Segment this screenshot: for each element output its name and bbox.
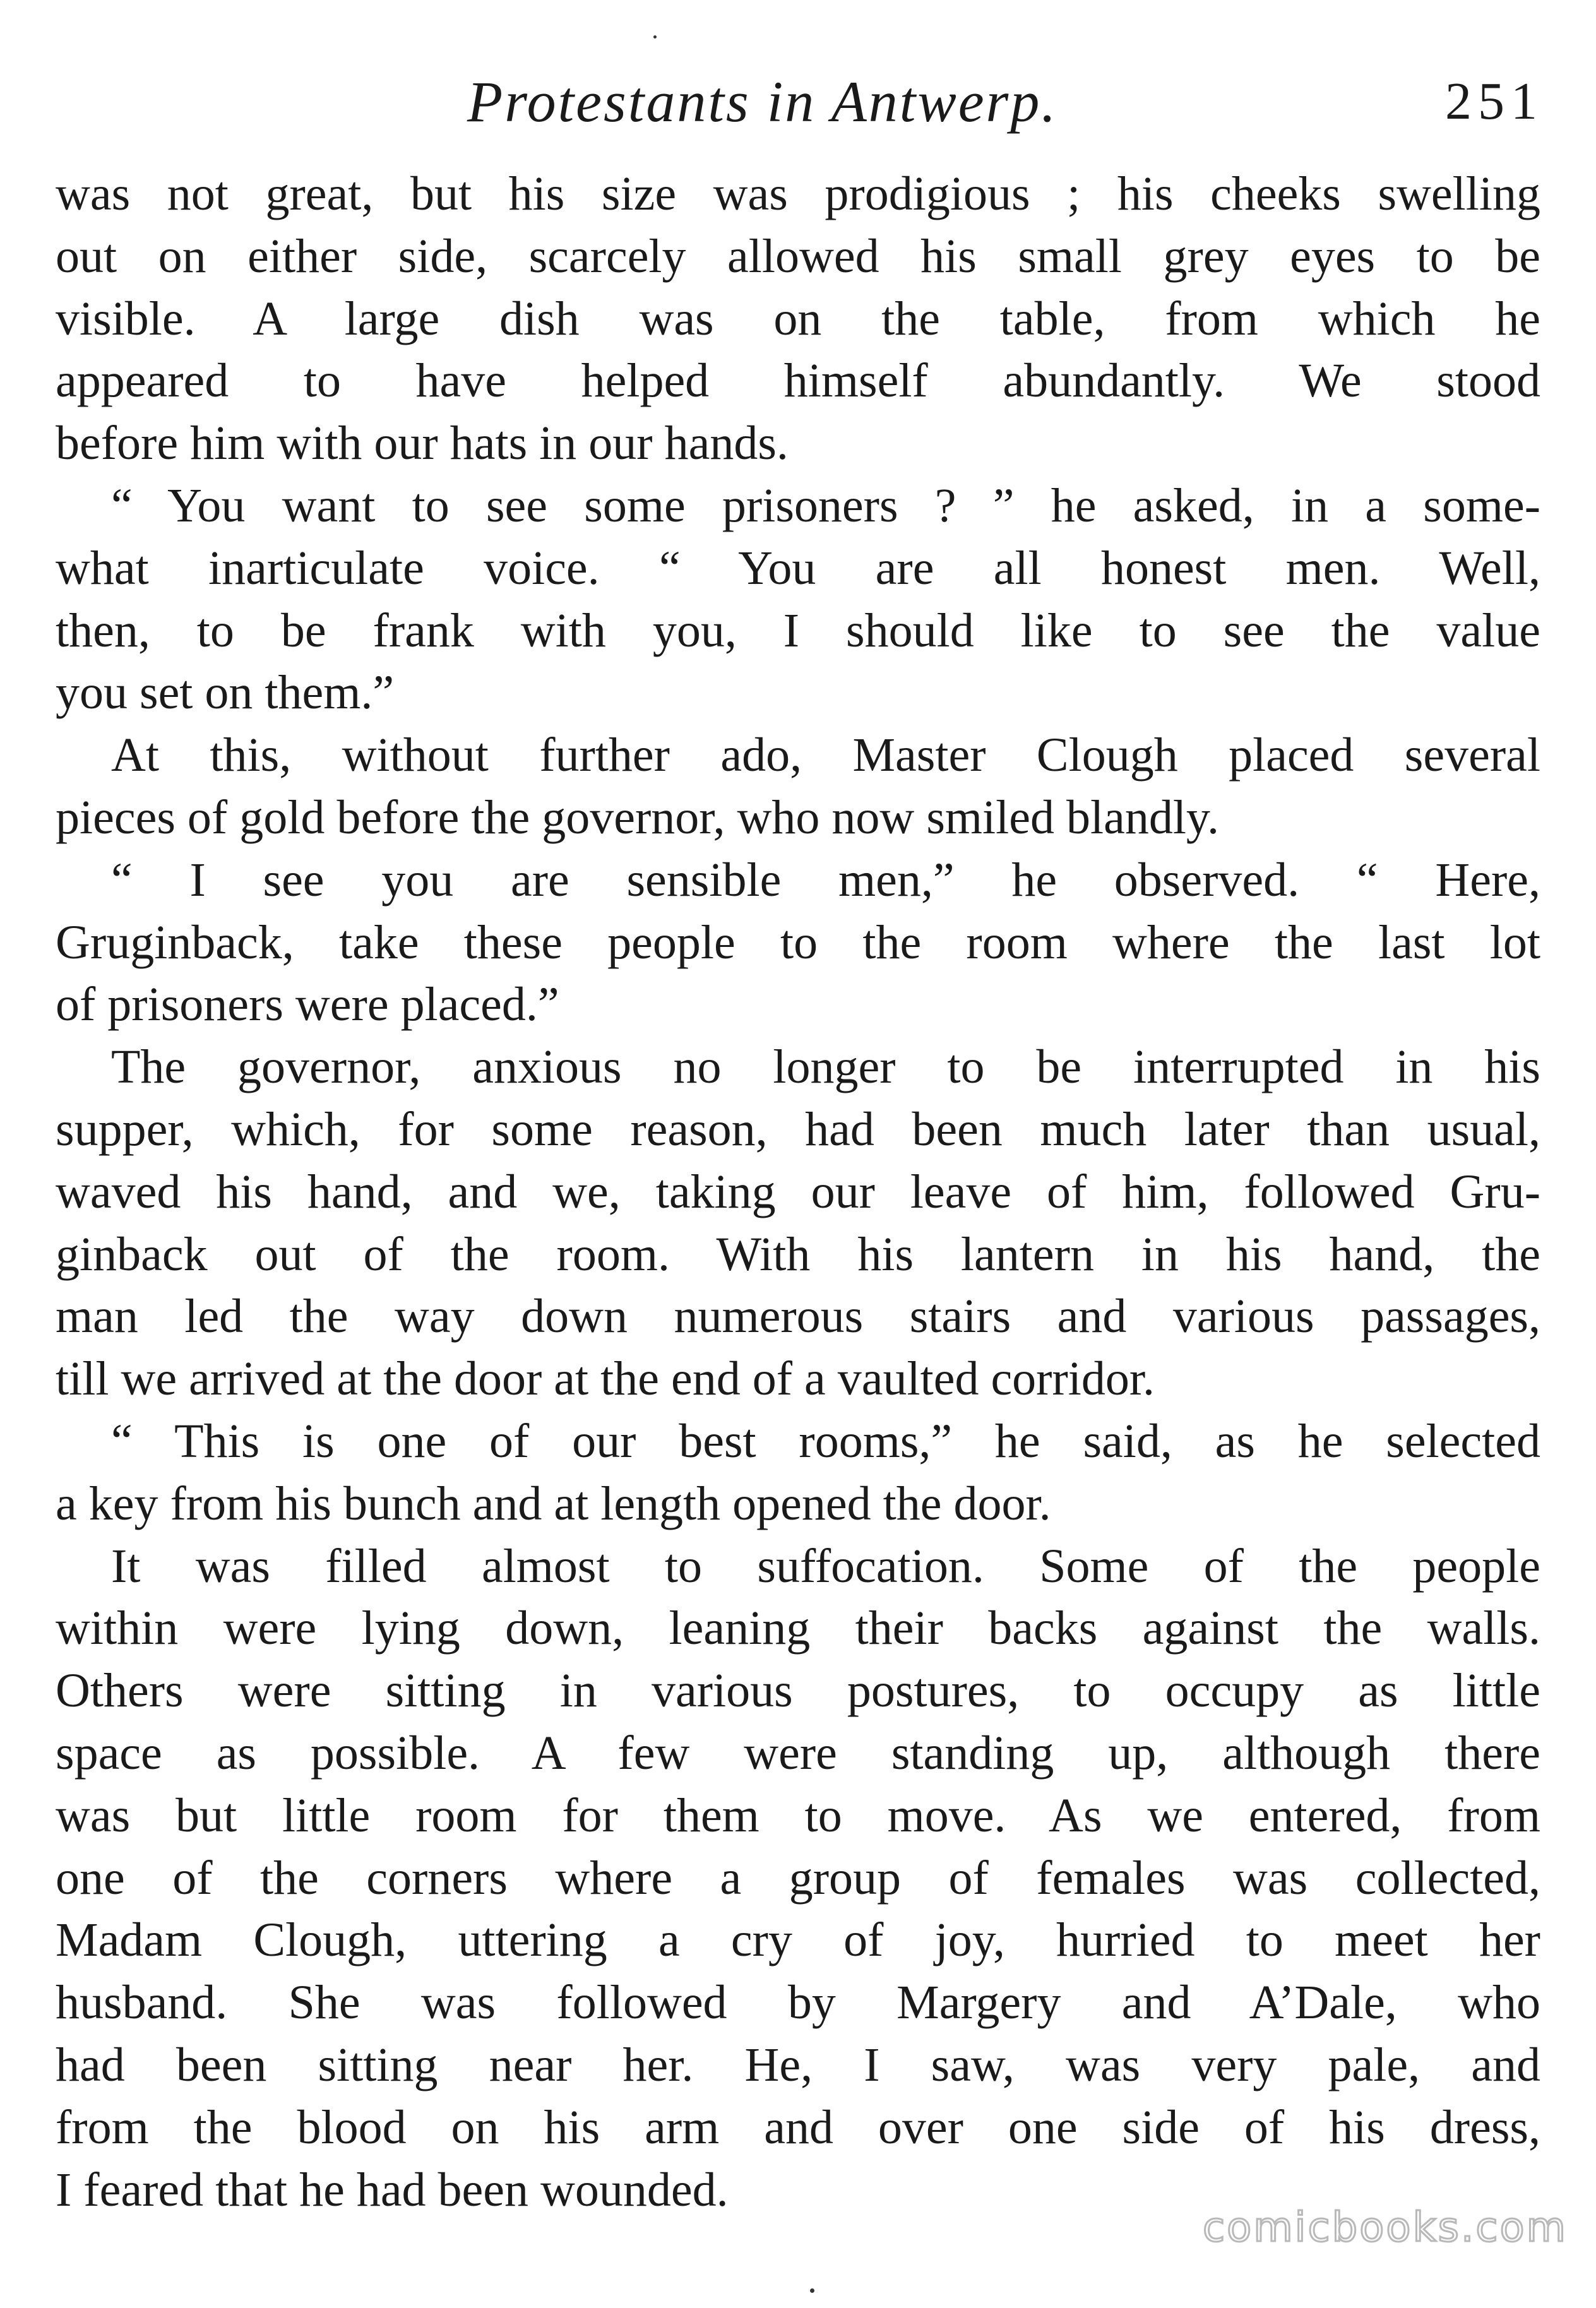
- text-line: I feared that he had been wounded.: [56, 2163, 729, 2216]
- text-line: waved his hand, and we, taking our leave of him, followed Gru-: [56, 1165, 1540, 1218]
- text-line: Madam Clough, uttering a cry of joy, hurried to meet her: [56, 1913, 1540, 1967]
- ink-speck: [653, 35, 657, 39]
- text-line: one of the corners where a group of females was collected,: [56, 1851, 1540, 1905]
- text-line: It was filled almost to suffocation. Some of the people: [111, 1539, 1540, 1593]
- text-line: “ I see you are sensible men,” he observed. “ Here,: [111, 853, 1540, 907]
- text-line: ginback out of the room. With his lantern in his hand, the: [56, 1227, 1540, 1281]
- body-text: [56, 163, 1540, 2221]
- text-line: pieces of gold before the governor, who now smiled blandly.: [56, 790, 1219, 844]
- text-line: of prisoners were placed.”: [56, 978, 559, 1032]
- text-line: Others were sitting in various postures, to occupy as little: [56, 1664, 1540, 1718]
- text-line: what inarticulate voice. “ You are all honest men. Well,: [56, 541, 1540, 595]
- text-line: within were lying down, leaning their backs against the walls.: [56, 1602, 1540, 1655]
- page-header: [54, 61, 1544, 143]
- text-line: then, to be frank with you, I should like to see the value: [56, 604, 1540, 657]
- text-line: was not great, but his size was prodigious ; his cheeks swelling: [56, 167, 1540, 220]
- text-line: was but little room for them to move. As we entered, from: [56, 1788, 1540, 1842]
- text-line: “ This is one of our best rooms,” he said, as he selected: [111, 1414, 1540, 1468]
- text-line: “ You want to see some prisoners ? ” he asked, in a some-: [111, 479, 1540, 532]
- text-line: At this, without further ado, Master Clough placed several: [111, 729, 1540, 782]
- text-line: appeared to have helped himself abundantly. We stood: [56, 354, 1540, 408]
- text-line: Gruginback, take these people to the room where the last lot: [56, 915, 1540, 969]
- ink-speck: [810, 2288, 814, 2293]
- text-line: a key from his bunch and at length opened the door.: [56, 1477, 1051, 1530]
- text-line: man led the way down numerous stairs and various passages,: [56, 1290, 1540, 1343]
- page-number: 251: [1445, 72, 1544, 131]
- text-line: had been sitting near her. He, I saw, was very pale, and: [56, 2038, 1540, 2091]
- text-line: out on either side, scarcely allowed his small grey eyes to be: [56, 229, 1540, 283]
- text-line: you set on them.”: [56, 666, 395, 720]
- text-line: till we arrived at the door at the end of a vaulted corridor.: [56, 1352, 1155, 1406]
- text-line: from the blood on his arm and over one side of his dress,: [56, 2100, 1540, 2154]
- watermark: comicbooks.com: [1202, 2204, 1568, 2251]
- text-line: The governor, anxious no longer to be interrupted in his: [111, 1040, 1540, 1094]
- running-title: Protestants in Antwerp.: [467, 69, 1058, 134]
- text-line: supper, which, for some reason, had been much later than usual,: [56, 1102, 1540, 1156]
- text-line: husband. She was followed by Margery and A’Dale, who: [56, 1976, 1540, 2030]
- text-line: visible. A large dish was on the table, from which he: [56, 292, 1540, 345]
- text-line: before him with our hats in our hands.: [56, 417, 789, 470]
- text-line: space as possible. A few were standing up, although there: [56, 1726, 1540, 1780]
